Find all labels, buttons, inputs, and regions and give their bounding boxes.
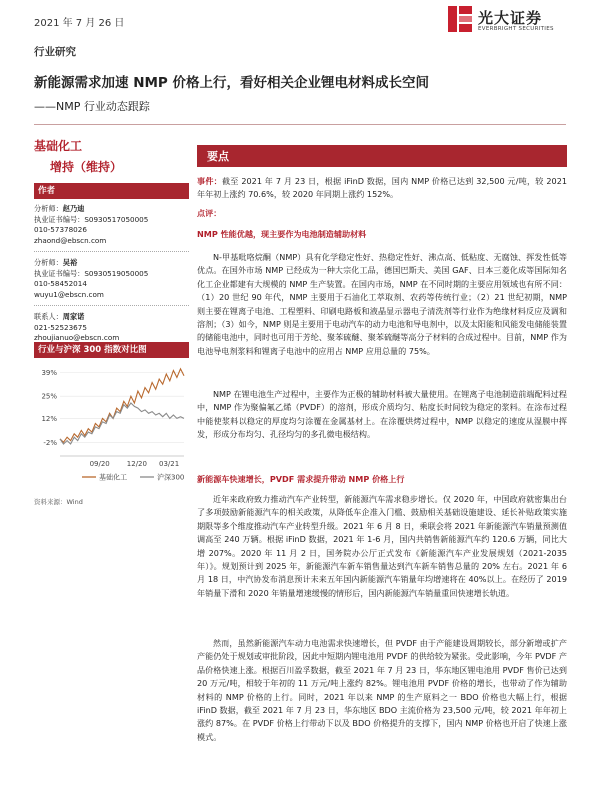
x-tick-label: 12/20 bbox=[126, 460, 147, 468]
index-comparison-chart bbox=[34, 356, 189, 486]
report-subtitle: ——NMP 行业动态跟踪 bbox=[34, 100, 150, 113]
analyst-divider bbox=[34, 305, 189, 306]
paragraph: 近年来政府致力推动汽车产业转型，新能源汽车需求稳步增长。仅 2020 年，中国政府就密集出台了多项鼓励新能源汽车的相关政策，从降低车企准入门槛、鼓励相关基础设施建设、延长补贴政策实施期限等多个维度推动汽车产业转型升级。2021 年 6 月 8 日，乘联会将 2021 年新能源汽车销量预测值调高至 240 万辆。根据 iFinD 数据，2021 年 1-6 月，国内共销售新能源汽车约 120.6 万辆，同比大增 207%。2020 年 11 月 2 日，国务院办公厅正式发布《新能源汽车产业发展规划（2021-2035 年）》。规划预计到 2025 年，新能源汽车新车销售量达到汽车新车销售总量的 20% 左右。2021 年 6 月 18 日，中汽协发布消息预计未来五年国内新能源汽车销量年均增速将在 40%以上。在经历了 2019 年销量下滑和 2020 年销量增速缓慢的情形后，国内新能源汽车销量重回快速增长轨道。 bbox=[197, 494, 567, 598]
y-tick-label: 25% bbox=[41, 392, 57, 401]
paragraph: N-甲基吡咯烷酮（NMP）具有化学稳定性好、热稳定性好、沸点高、低粘度、无腐蚀、挥发性低等优点。在国外市场 NMP 已经成为一种大宗化工品，德国巴斯夫、美国 GAF、日本三菱化成等国际知名化工企业都建有大规模的 NMP 生产装置。在国内市场，NMP 在不同时期的主要应用领域也有所不同：（1）20 世纪 90 年代，NMP 主要用于石油化工萃取剂、农药等传统行业；（2）21 世纪初期，NMP 则主要在锂离子电池、工程塑料、印刷电路板和液晶显示器电子清洗剂等行业作为绝缘材料反应及调和溶剂；（3）如今，NMP 则是主要用于电动汽车的动力电池和导电剂中，以及太阳能和风能发电储能装置的储能电池中，同时也可用于芳纶、聚苯硫醚、聚苯硫醚等高分子材料的合成过程中。目前，NMP 作为电池导电剂浆料和锂离子电池中的应用占 NMP 应用总量的 75%。 bbox=[197, 252, 567, 356]
analyst-email[interactable]: wuyu1@ebscn.com bbox=[34, 289, 104, 299]
series-line-1 bbox=[60, 403, 184, 444]
analyst-phone: 010-58452014 bbox=[34, 279, 87, 289]
analyst-name: 赵乃迪 bbox=[62, 204, 85, 213]
analyst-block bbox=[34, 258, 194, 300]
analyst-name: 吴裕 bbox=[62, 258, 78, 267]
chart-source: 资料来源：Wind bbox=[34, 498, 83, 506]
section-2-title: 新能源车快速增长，PVDF 需求提升带动 NMP 价格上行 bbox=[197, 474, 405, 484]
report-date: 2021 年 7 月 26 日 bbox=[34, 18, 125, 29]
x-tick-label: 09/20 bbox=[89, 460, 110, 468]
analyst-label: 分析师： bbox=[34, 204, 63, 213]
contact-phone: 021-52523675 bbox=[34, 322, 87, 332]
section-2-body-2 bbox=[197, 637, 567, 744]
report-title: 新能源需求加速 NMP 价格上行，看好相关企业锂电材料成长空间 bbox=[34, 75, 430, 91]
rating: 增持（维持） bbox=[50, 160, 123, 174]
contact-block bbox=[34, 312, 194, 344]
analyst-email[interactable]: zhaond@ebscn.com bbox=[34, 235, 107, 245]
authors-header: 作者 bbox=[34, 183, 189, 199]
analyst-phone: 010-57378026 bbox=[34, 225, 87, 235]
y-tick-label: -2% bbox=[43, 438, 57, 447]
section-2-body bbox=[197, 493, 567, 600]
contact-label: 联系人： bbox=[34, 312, 63, 321]
brand-name: 光大证券 bbox=[478, 9, 543, 27]
header-divider bbox=[34, 124, 566, 125]
event-text: 截至 2021 年 7 月 23 日，根据 iFinD 数据，国内 NMP 价格已达到 32,500 元/吨，较 2021 年年初上涨约 70.6%，较 2020 年同期上涨约 152%。 bbox=[197, 176, 567, 200]
brand-name-en: EVERBRIGHT SECURITIES bbox=[478, 26, 554, 32]
report-category: 行业研究 bbox=[34, 46, 76, 58]
contact-name: 周家诺 bbox=[62, 312, 85, 321]
analyst-divider bbox=[34, 251, 189, 252]
x-tick-label: 03/21 bbox=[159, 460, 180, 468]
key-points-header bbox=[197, 145, 567, 167]
event-label: 事件： bbox=[197, 176, 222, 186]
paragraph: 然而，虽然新能源汽车动力电池需求快速增长，但 PVDF 由于产能建设周期较长，部分新增或扩产产能仍处于规划或审批阶段，因此中短期内锂电池用 PVDF 的供给较为紧张。受此影响，今年 PVDF 产品价格快速上涨。根据百川盈孚数据，截至 2021 年 7 月 23 日，华东地区锂电池用 PVDF 售价已达到 20 万元/吨，相较于年初的 11 万元/吨上涨约 82%。锂电池用 PVDF 价格的增长，也带动了作为辅助材料的 NMP 价格的上行。同时，2021 年以来 NMP 的生产原料之一 BDO 价格也大幅上行，根据 iFinD 数据，截至 2021 年 7 月 23 日，华东地区 BDO 主流价格为 23,500 元/吨，较 2021 年年初上涨约 87%。在 PVDF 价格上行带动下以及 BDO 价格提升的支撑下，国内 NMP 价格也开启了快速上涨模式。 bbox=[197, 638, 567, 742]
legend-label: 沪深300 bbox=[157, 473, 185, 482]
paragraph: NMP 在锂电池生产过程中，主要作为正极的辅助材料被大量使用。在锂离子电池制造前端配料过程中，NMP 作为聚偏氟乙烯（PVDF）的溶剂，形成介质均匀、粘度长时间较为稳定的浆料。在涂布过程中能使浆料以稳定的厚度均匀涂覆在金属基材上。在涂覆烘烤过程中，NMP 以稳定的速度从湿膜中挥发，形成分布均匀、孔径均匀的多孔微电极结构。 bbox=[197, 389, 567, 440]
y-tick-label: 39% bbox=[41, 368, 57, 377]
section-1-body bbox=[197, 251, 567, 358]
series-line-0 bbox=[60, 369, 184, 443]
everbright-logo-icon bbox=[448, 6, 472, 32]
section-1-body-2 bbox=[197, 388, 567, 442]
analyst-block bbox=[34, 204, 194, 246]
analyst-cert: 执业证书编号：S0930519050005 bbox=[34, 268, 149, 278]
contact-email[interactable]: zhoujianuo@ebscn.com bbox=[34, 333, 120, 343]
sector-name: 基础化工 bbox=[34, 139, 83, 153]
y-tick-label: 12% bbox=[41, 414, 57, 423]
section-1-title: NMP 性能优越，现主要作为电池制造辅助材料 bbox=[197, 229, 367, 239]
chart-title: 行业与沪深 300 指数对比图 bbox=[34, 342, 189, 358]
analyst-label: 分析师： bbox=[34, 258, 63, 267]
comment-label: 点评： bbox=[197, 208, 222, 218]
key-points-title: 要点 bbox=[207, 150, 229, 163]
analyst-cert: 执业证书编号：S0930517050005 bbox=[34, 214, 149, 224]
legend-label: 基础化工 bbox=[99, 473, 127, 482]
event-paragraph bbox=[197, 175, 567, 202]
